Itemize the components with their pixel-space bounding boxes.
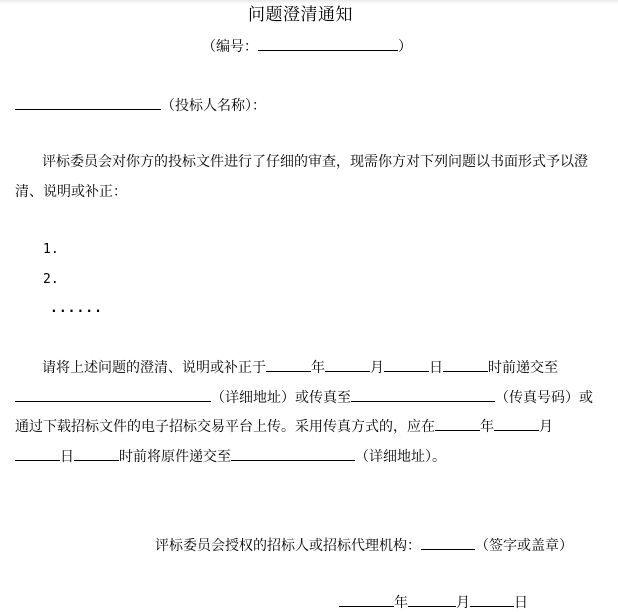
original-address-label: （详细地址）。: [355, 449, 446, 465]
intro-line-1: [42, 153, 588, 171]
bidder-name-field[interactable]: [15, 95, 161, 110]
signature-field[interactable]: [421, 535, 475, 550]
submit-day-field[interactable]: [384, 357, 429, 372]
bidder-name-label: （投标人名称）：: [161, 98, 266, 114]
submission-prefix: 请将上述问题的澄清、说明或补正于: [42, 360, 266, 376]
fax-month-field[interactable]: [494, 416, 539, 431]
signature-line: [155, 535, 573, 553]
signature-suffix: （签字或盖章）: [475, 538, 573, 554]
month-label: 月: [370, 360, 384, 376]
submit-year-field[interactable]: [266, 357, 311, 372]
fax-day-field[interactable]: [15, 446, 60, 461]
hour-submit-label: 时前递交至: [488, 360, 558, 376]
number-field[interactable]: [258, 36, 398, 51]
document-number-line: [202, 36, 412, 54]
intro-text-1: 评标委员会对你方的投标文件进行了仔细的审查，现需你方对下列问题以书面形式予以澄: [42, 154, 588, 170]
ellipsis-text: ......: [50, 301, 103, 316]
submission-line-4: [15, 446, 446, 464]
submission-line-3: [15, 416, 553, 434]
signature-year-field[interactable]: [339, 592, 394, 607]
fax-number-field[interactable]: [351, 387, 495, 402]
submit-month-field[interactable]: [325, 357, 370, 372]
day-label: 日: [429, 360, 443, 376]
number-label-close: ）: [398, 39, 412, 55]
document-title: [248, 4, 353, 26]
question-label-1: 1.: [43, 242, 59, 257]
original-address-field[interactable]: [231, 446, 355, 461]
address-field[interactable]: [15, 387, 211, 402]
signature-year-label: 年: [394, 595, 408, 611]
fax-hour-field[interactable]: [74, 446, 119, 461]
submission-line-1: [42, 357, 558, 375]
document-title-text: 问题澄清通知: [248, 5, 353, 25]
submission-line-3-text: 通过下载招标文件的电子招标交易平台上传。采用传真方式的，应在: [15, 419, 435, 435]
question-ellipsis: [50, 300, 103, 318]
fax-label: （传真号码）或: [495, 390, 593, 406]
intro-line-2: [15, 183, 127, 201]
submission-line-2: [15, 387, 593, 405]
signature-day-label: 日: [514, 595, 528, 611]
signature-day-field[interactable]: [470, 592, 514, 607]
bidder-name-line: [15, 95, 266, 113]
question-item-1: [43, 241, 59, 259]
signature-month-field[interactable]: [408, 592, 456, 607]
signature-month-label: 月: [456, 595, 470, 611]
fax-hour-label: 时前将原件递交至: [119, 449, 231, 465]
fax-month-label: 月: [539, 419, 553, 435]
signature-date-line: [339, 592, 528, 610]
fax-year-field[interactable]: [435, 416, 480, 431]
fax-day-label: 日: [60, 449, 74, 465]
intro-text-2: 清、说明或补正：: [15, 184, 127, 200]
signature-label: 评标委员会授权的招标人或招标代理机构：: [155, 538, 421, 554]
address-label: （详细地址）或传真至: [211, 390, 351, 406]
number-label: （编号：: [202, 39, 258, 55]
question-label-2: 2.: [43, 272, 59, 287]
fax-year-label: 年: [480, 419, 494, 435]
question-item-2: [43, 271, 59, 289]
submit-hour-field[interactable]: [443, 357, 488, 372]
year-label: 年: [311, 360, 325, 376]
